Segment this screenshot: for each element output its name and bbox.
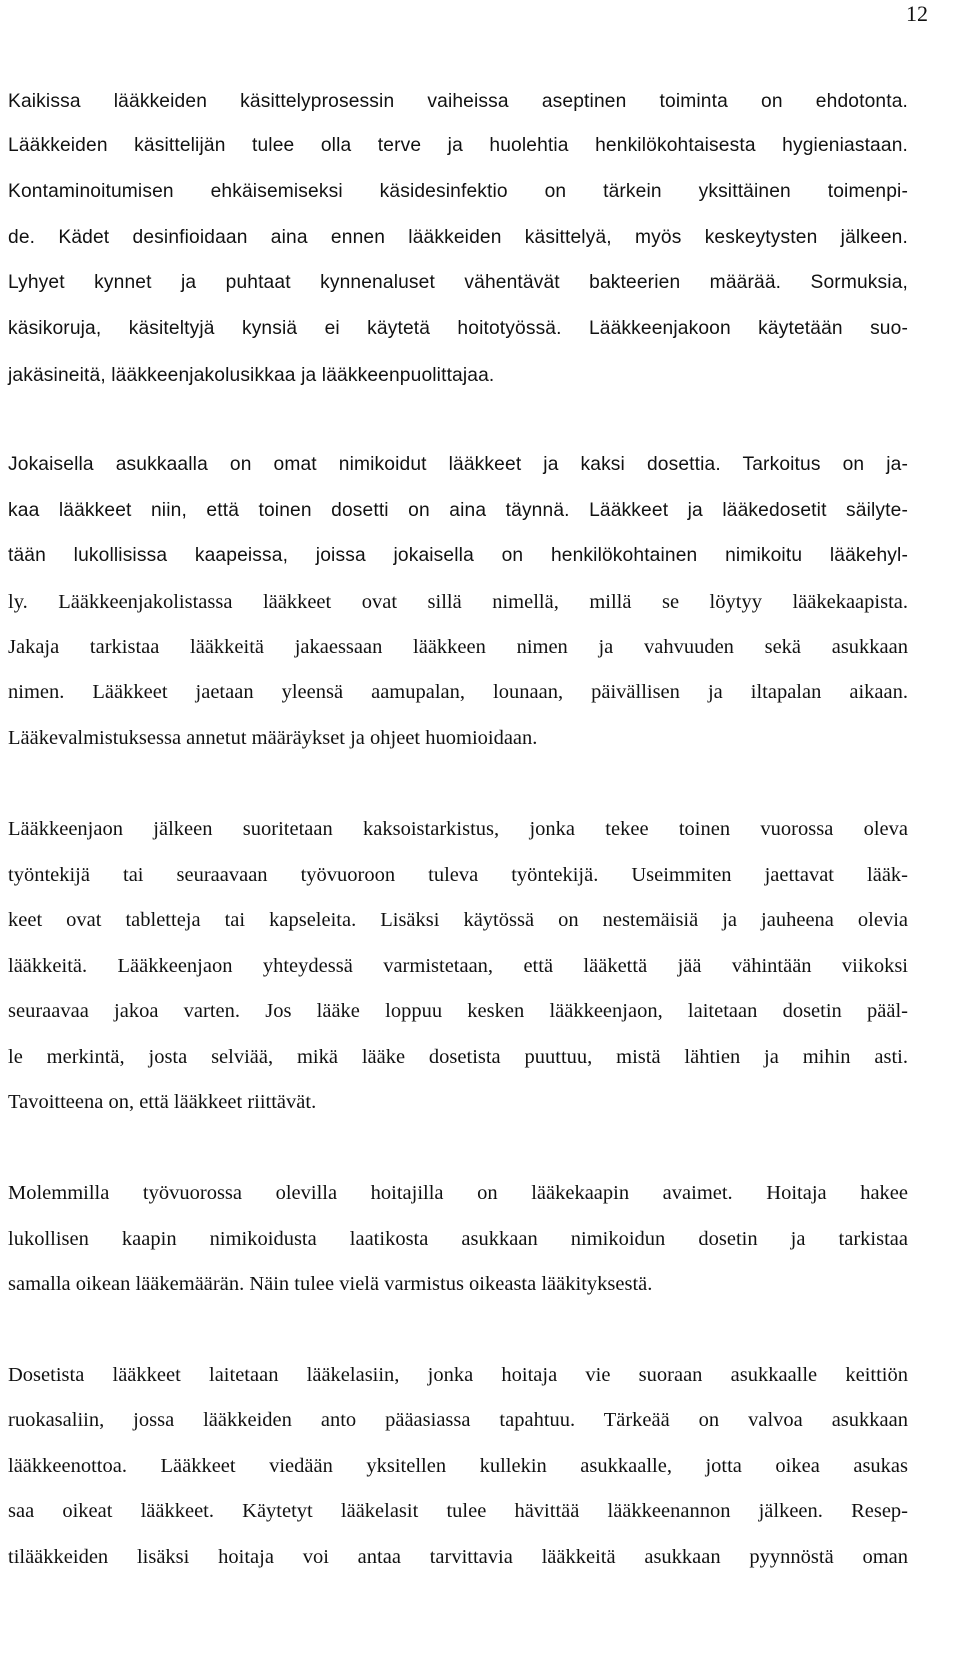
text-line: Dosetista lääkkeet laitetaan lääkelasiin, jonka hoitaja vie suoraan asukkaalle keittiön xyxy=(8,1364,908,1386)
text-line: Jakaja tarkistaa lääkkeitä jakaessaan lääkkeen nimen ja vahvuuden sekä asukkaan xyxy=(8,636,908,658)
text-line: ly. Lääkkeenjakolistassa lääkkeet ovat sillä nimellä, millä se löytyy lääkekaapista. xyxy=(8,591,908,613)
text-line: le merkintä, josta selviää, mikä lääke dosetista puuttuu, mistä lähtien ja mihin asti. xyxy=(8,1046,908,1068)
text-line: saa oikeat lääkkeet. Käytetyt lääkelasit tulee hävittää lääkkeenannon jälkeen. Resep- xyxy=(8,1500,908,1522)
text-line: Lyhyet kynnet ja puhtaat kynnenaluset vähentävät bakteerien määrää. Sormuksia, xyxy=(8,272,908,293)
text-line: jakäsineitä, lääkkeenjakolusikkaa ja lääkkeenpuolittajaa. xyxy=(8,365,495,386)
text-line: Molemmilla työvuorossa olevilla hoitajilla on lääkekaapin avaimet. Hoitaja hakee xyxy=(8,1182,908,1204)
text-line: lääkkeenottoa. Lääkkeet viedään yksitellen kullekin asukkaalle, jotta oikea asukas xyxy=(8,1455,908,1477)
text-line: keet ovat tabletteja tai kapseleita. Lisäksi käytössä on nestemäisiä ja jauheena olevia xyxy=(8,909,908,931)
text-line: käsikoruja, käsiteltyjä kynsiä ei käytetä hoitotyössä. Lääkkeenjakoon käytetään suo- xyxy=(8,318,908,339)
text-line: tilääkkeiden lisäksi hoitaja voi antaa tarvittavia lääkkeitä asukkaan pyynnöstä oman xyxy=(8,1546,908,1568)
text-line: nimen. Lääkkeet jaetaan yleensä aamupalan, lounaan, päivällisen ja iltapalan aikaan. xyxy=(8,681,908,703)
text-line: Lääkkeiden käsittelijän tulee olla terve ja huolehtia henkilökohtaisesta hygieniastaan. xyxy=(8,135,908,156)
text-line: lukollisen kaapin nimikoidusta laatikosta asukkaan nimikoidun dosetin ja tarkistaa xyxy=(8,1228,908,1250)
text-line: samalla oikean lääkemäärän. Näin tulee vielä varmistus oikeasta lääkityksestä. xyxy=(8,1273,653,1295)
text-line: Jokaisella asukkaalla on omat nimikoidut lääkkeet ja kaksi dosettia. Tarkoitus on ja- xyxy=(8,454,908,475)
text-line: Kontaminoitumisen ehkäisemiseksi käsidesinfektio on tärkein yksittäinen toimenpi- xyxy=(8,181,908,202)
text-line: työntekijä tai seuraavaan työvuoroon tuleva työntekijä. Useimmiten jaettavat lääk- xyxy=(8,864,908,886)
text-line: Lääkkeenjaon jälkeen suoritetaan kaksoistarkistus, jonka tekee toinen vuorossa oleva xyxy=(8,818,908,840)
text-line: lääkkeitä. Lääkkeenjaon yhteydessä varmistetaan, että lääkettä jää vähintään viikoksi xyxy=(8,955,908,977)
text-line: tään lukollisissa kaapeissa, joissa jokaisella on henkilökohtainen nimikoitu lääkehyl- xyxy=(8,545,908,566)
text-line: kaa lääkkeet niin, että toinen dosetti on aina täynnä. Lääkkeet ja lääkedosetit säilyte- xyxy=(8,500,908,521)
text-line: de. Kädet desinfioidaan aina ennen lääkkeiden käsittelyä, myös keskeytysten jälkeen. xyxy=(8,227,908,248)
text-line: Kaikissa lääkkeiden käsittelyprosessin vaiheissa aseptinen toiminta on ehdotonta. xyxy=(8,91,908,112)
text-line: ruokasaliin, jossa lääkkeiden anto pääasiassa tapahtuu. Tärkeää on valvoa asukkaan xyxy=(8,1409,908,1431)
text-line: Tavoitteena on, että lääkkeet riittävät. xyxy=(8,1091,317,1113)
text-line: seuraavaa jakoa varten. Jos lääke loppuu kesken lääkkeenjaon, laitetaan dosetin pääl- xyxy=(8,1000,908,1022)
page-number: 12 xyxy=(906,1,928,26)
text-line: Lääkevalmistuksessa annetut määräykset ja ohjeet huomioidaan. xyxy=(8,727,538,749)
